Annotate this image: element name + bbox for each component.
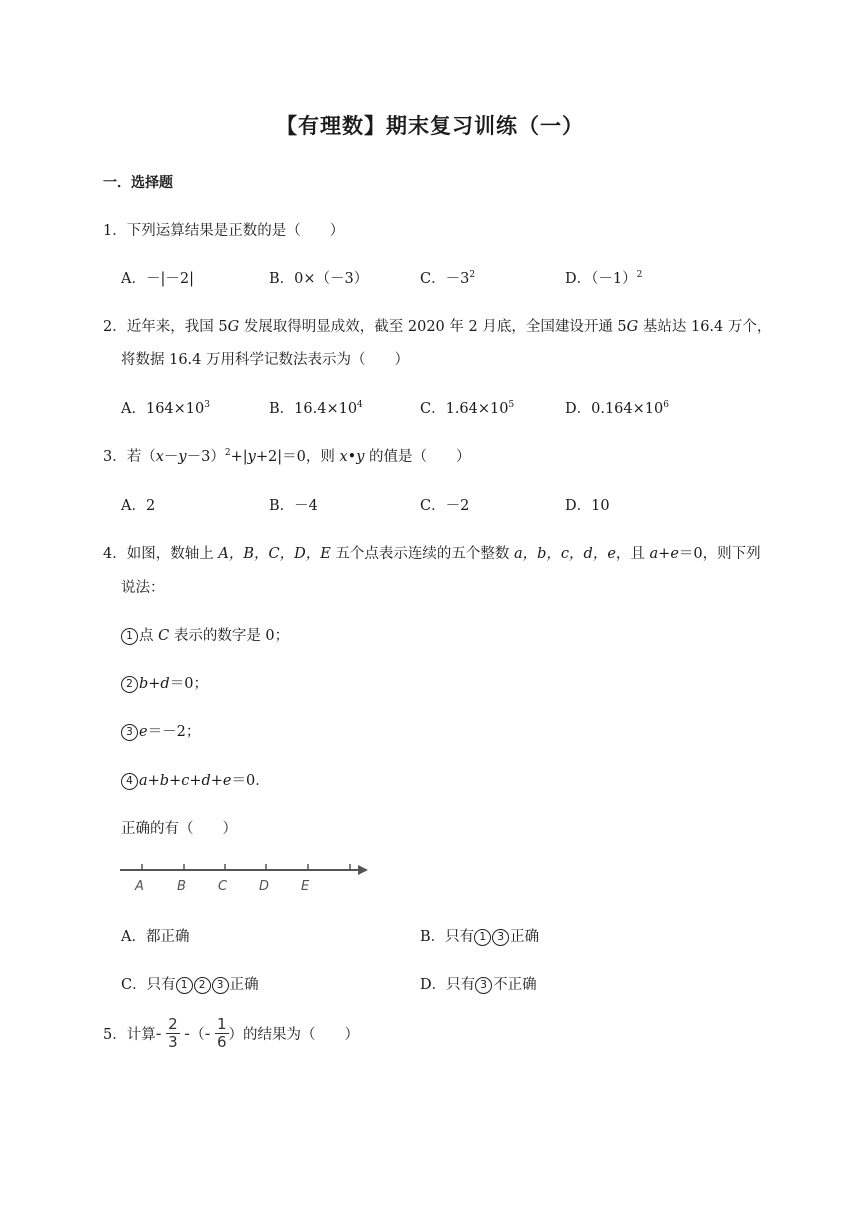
question-3-option-b: B．－4 [269,498,318,514]
circled-number: 3 [492,929,509,946]
denominator: 3 [168,1033,178,1051]
circled-number: 3 [121,724,138,741]
denominator: 6 [216,1033,227,1051]
text: 不正确 [493,977,537,993]
question-4-option-c [121,973,259,994]
exponent: 4 [357,400,363,410]
axis-label-e: E [301,879,310,894]
question-4-option-b [420,925,539,946]
exponent: 5 [508,400,515,410]
text: 2．近年来，我国 5 [103,319,228,335]
question-2-option-c [420,397,514,418]
text: B．只有 [420,929,475,945]
expression: e [139,724,148,740]
var-x: x [155,449,164,465]
option-text: A．164×10 [121,401,205,417]
var-y: y [247,449,256,465]
numerator: 2 [168,1015,178,1033]
text: ）的结果为（ ） [228,1027,359,1043]
circled-number: 2 [194,977,211,994]
question-2-stem-line-1 [103,315,771,336]
circled-number: 3 [475,977,492,994]
point-names: A，B，C，D，E [218,546,331,562]
var-C: C [158,628,170,644]
statement-2 [121,672,208,693]
expression: a+b+c+d+e [139,773,232,789]
page-title: 【有理数】期末复习训练（一） [276,114,584,138]
var-x: x [339,449,348,465]
text: • [347,449,357,465]
question-3-stem [103,445,471,466]
text: 点 [139,628,159,644]
question-4-ask: 正确的有（ ） [121,821,237,837]
axis-label-d: D [259,879,270,894]
question-4-stem-line-2: 说法： [121,580,165,596]
var-y: y [178,449,187,465]
circled-number: 3 [212,977,229,994]
question-3-option-a: A．2 [121,498,156,514]
text: 4．如图，数轴上 [103,546,219,562]
expression: a+e [649,546,679,562]
text: C．只有 [121,977,176,993]
text: ＝0； [169,676,208,692]
text: ，且 [615,546,650,562]
question-1-option-b: B．0×（－3） [269,271,369,287]
text: 正确 [229,977,259,993]
arrow-right-icon [358,865,368,875]
fraction-two-thirds [166,1016,180,1051]
statement-1 [121,624,289,645]
circled-number: 1 [121,628,138,645]
axis-label-b: B [177,879,186,894]
question-4-option-d [420,973,537,994]
text: +2|＝0，则 [255,449,340,465]
option-text: B．16.4×10 [269,401,358,417]
circled-number: 1 [176,977,193,994]
circled-number: 4 [121,773,138,790]
question-2-option-a [121,397,210,418]
text: ＝0，则下列 [678,546,761,562]
text: 的值是（ ） [364,449,471,465]
section-heading: 一．选择题 [103,175,173,191]
minus-sign: - [184,1024,191,1043]
option-text: C．－3 [420,271,470,287]
statement-3 [121,720,200,741]
numerator: 1 [216,1015,227,1033]
text: －3） [186,449,225,465]
text: 五个点表示连续的五个整数 [330,546,514,562]
question-3-option-c: C．－2 [420,498,470,514]
question-4-option-a: A．都正确 [121,929,190,945]
text: － [163,449,179,465]
text: 基站达 16.4 万个， [638,319,772,335]
minus-sign: - [204,1024,211,1043]
axis-label-c: C [218,879,228,894]
text: ＝0． [231,773,270,789]
number-line-figure [118,860,378,896]
question-2-stem-line-2: 将数据 16.4 万用科学记数法表示为（ ） [121,352,410,368]
exponent: 2 [224,448,231,458]
italic-text: G [626,319,639,335]
text: 正确 [510,929,540,945]
question-1-stem: 1．下列运算结果是正数的是（ ） [103,223,345,239]
text: 3．若（ [103,449,156,465]
option-text: C．1.64×10 [420,401,509,417]
statement-4 [121,769,270,790]
text: 5．计算 [103,1027,156,1043]
minus-sign: - [155,1024,162,1043]
circled-number: 1 [474,929,491,946]
paren-open: （ [190,1027,205,1043]
question-4-stem-line-1 [103,542,761,563]
question-5-stem [103,1016,359,1051]
circled-number: 2 [121,676,138,693]
italic-text: G [227,319,240,335]
text: 发展取得明显成效，截至 2020 年 2 月底，全国建设开通 5 [239,319,627,335]
expression: b+d [139,676,170,692]
text: ＝－2； [147,724,201,740]
exponent: 6 [663,400,669,410]
var-y: y [356,449,365,465]
question-2-option-b [269,397,363,418]
fraction-one-sixth [215,1016,229,1051]
axis-label-a: A [135,879,144,894]
option-text: D．（－1） [565,271,637,287]
exponent: 2 [636,270,643,280]
text: +| [230,449,248,465]
exponent: 2 [469,270,476,280]
text: D．只有 [420,977,476,993]
question-2-option-d [565,397,669,418]
variable-names: a，b，c，d，e [514,546,616,562]
question-3-option-d: D．10 [565,498,610,514]
text: 表示的数字是 0； [169,628,290,644]
question-1-option-c [420,267,475,288]
exponent: 3 [204,400,210,410]
question-1-option-d [565,267,642,288]
question-1-option-a: A．－|－2| [121,271,194,287]
option-text: D．0.164×10 [565,401,664,417]
